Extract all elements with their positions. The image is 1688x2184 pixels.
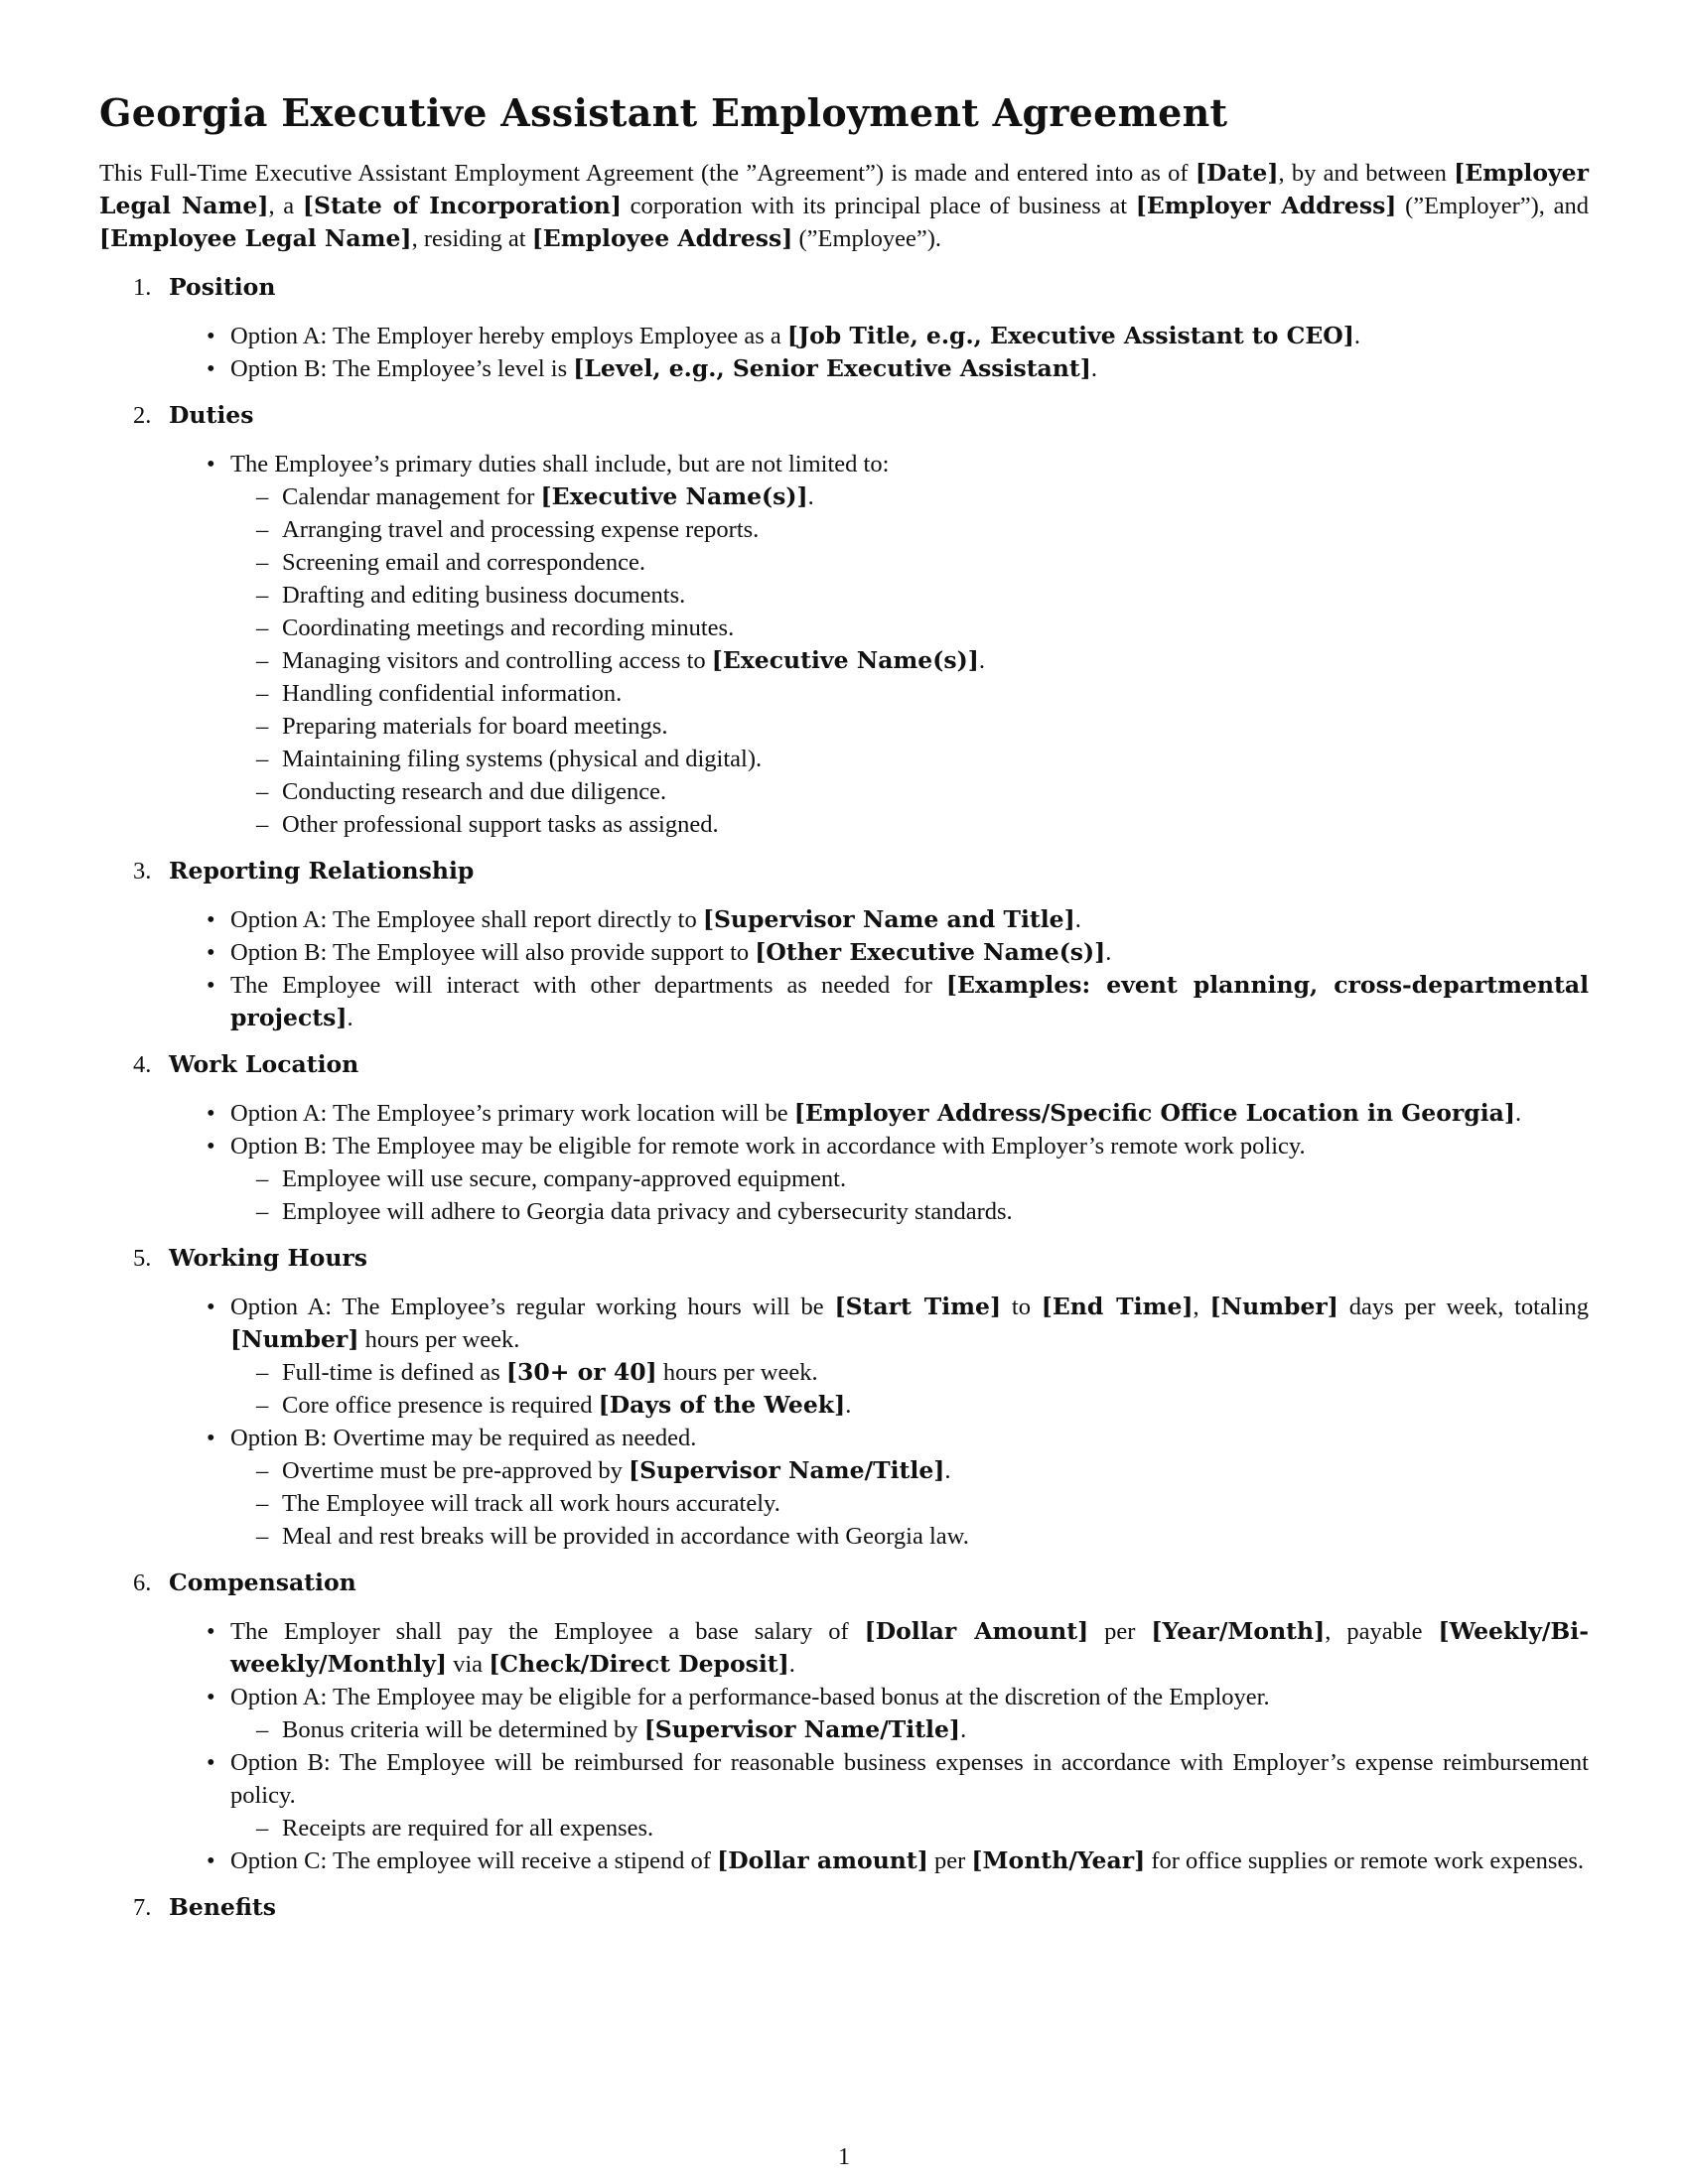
text-run: Option B: The Employee’s level is [230,355,574,382]
placeholder-field: [Supervisor Name/Title] [643,1715,961,1743]
placeholder-field: [Employee Legal Name] [99,224,412,252]
bullet-list [169,903,1589,1034]
text-run: Preparing materials for board meetings. [282,713,668,740]
sub-item [282,1713,1589,1746]
text-run: Handling confidential information. [282,680,623,707]
placeholder-field: [Other Executive Name(s)] [755,938,1106,966]
sub-item [282,743,1589,775]
text-run: Other professional support tasks as assigned. [282,811,719,838]
section-title: Reporting Relationship [169,857,475,885]
placeholder-field: [Supervisor Name/Title] [629,1456,945,1484]
text-run: , by and between [1278,160,1455,187]
section-title: Position [169,273,276,301]
text-run: This Full-Time Executive Assistant Employment Agreement (the ”Agreement”) is made and entered into as of [99,160,1196,187]
text-run: hours per week. [358,1326,520,1353]
text-run: . [1105,939,1112,966]
text-run: Full-time is defined as [282,1359,506,1386]
text-run: . [1074,906,1081,933]
bullet-item [230,1844,1589,1877]
text-run: . [960,1716,967,1743]
text-run: , a [268,193,303,219]
placeholder-field: [Number] [230,1325,359,1353]
sub-item [282,1812,1589,1844]
placeholder-field: [Job Title, e.g., Executive Assistant to CEO] [786,322,1354,349]
section-title: Working Hours [169,1244,368,1272]
placeholder-field: [Date] [1195,159,1279,187]
text-run: , payable [1325,1618,1439,1645]
bullet-list [169,448,1589,841]
text-run: for office supplies or remote work expenses. [1145,1847,1584,1874]
text-run: . [1515,1100,1522,1127]
section-number: 7. [133,1894,152,1921]
bullet-item [230,1422,1589,1553]
placeholder-field: [Dollar Amount] [864,1617,1089,1645]
text-run: Coordinating meetings and recording minutes. [282,614,735,641]
placeholder-field: [Examples: event planning, cross-departmental projects] [230,971,1589,1031]
text-run: The Employer shall pay the Employee a base salary of [230,1618,865,1645]
text-run: hours per week. [656,1359,818,1386]
sub-list [230,1454,1589,1553]
bullet-item [230,1615,1589,1681]
text-run: . [978,647,985,674]
bullet-item [230,1746,1589,1844]
section-title: Benefits [169,1893,277,1921]
placeholder-field: [Start Time] [834,1293,1002,1320]
bullet-list [169,1615,1589,1877]
bullet-item [230,936,1589,969]
section-list [99,271,1589,1924]
text-run: . [944,1457,951,1484]
bullet-list [169,320,1589,385]
text-run: Option B: Overtime may be required as needed. [230,1425,697,1451]
placeholder-field: [Executive Name(s)] [540,482,808,510]
sub-item [282,579,1589,612]
bullet-list [169,1291,1589,1553]
sub-item [282,1162,1589,1195]
sub-list [230,1812,1589,1844]
bullet-item [230,352,1589,385]
text-run: Conducting research and due diligence. [282,778,667,805]
sub-item [282,677,1589,710]
sub-list [230,1713,1589,1746]
text-run: Managing visitors and controlling access to [282,647,712,674]
placeholder-field: [30+ or 40] [505,1358,657,1386]
section-compensation [99,1567,1589,1877]
section-number: 4. [133,1051,152,1078]
document-title: Georgia Executive Assistant Employment Agreement [99,90,1228,135]
placeholder-field: [End Time] [1041,1293,1194,1320]
text-run: days per week, totaling [1337,1294,1589,1320]
section-working-hours [99,1242,1589,1553]
section-title: Duties [169,401,254,429]
text-run: , residing at [411,225,532,252]
sub-item [282,1195,1589,1228]
text-run: . [1353,323,1360,349]
text-run: Screening email and correspondence. [282,549,645,576]
intro-paragraph [99,157,1589,255]
text-run: The Employee’s primary duties shall include, but are not limited to: [230,451,890,478]
text-run: per [1088,1618,1152,1645]
sub-item [282,710,1589,743]
placeholder-field: [Employee Address] [531,224,793,252]
text-run: Option A: The Employer hereby employs Employee as a [230,323,787,349]
bullet-item [230,1681,1589,1746]
sub-item [282,775,1589,808]
bullet-list [169,1097,1589,1228]
section-number: 2. [133,402,152,429]
text-run: Maintaining filing systems (physical and digital). [282,746,763,772]
section-benefits [99,1891,1589,1924]
text-run: (”Employee”). [792,225,942,252]
section-number: 1. [133,274,152,301]
text-run: Receipts are required for all expenses. [282,1815,654,1842]
sub-item [282,480,1589,513]
section-duties [99,399,1589,841]
section-number: 3. [133,858,152,885]
placeholder-field: [Days of the Week] [598,1391,846,1419]
placeholder-field: [Employer Address/Specific Office Location in Georgia] [793,1099,1516,1127]
text-run: Option B: The Employee may be eligible for remote work in accordance with Employer’s remote work policy. [230,1133,1306,1160]
sub-item [282,1520,1589,1553]
text-run: Drafting and editing business documents. [282,582,686,609]
placeholder-field: [Employer Legal Name] [99,159,1590,219]
text-run: to [1001,1294,1042,1320]
bullet-item [230,1097,1589,1130]
text-run: Option A: The Employee shall report directly to [230,906,703,933]
sub-item [282,546,1589,579]
text-run: Option B: The Employee will also provide support to [230,939,756,966]
bullet-item [230,1291,1589,1422]
section-title: Work Location [169,1050,359,1078]
text-run: Meal and rest breaks will be provided in accordance with Georgia law. [282,1523,969,1550]
placeholder-field: [Weekly/Bi-weekly/Monthly] [230,1617,1589,1678]
placeholder-field: [Employer Address] [1135,192,1397,219]
text-run: Option A: The Employee’s primary work location will be [230,1100,794,1127]
text-run: , [1193,1294,1210,1320]
text-run: . [807,483,814,510]
text-run: Calendar management for [282,483,541,510]
text-run: corporation with its principal place of business at [621,193,1136,219]
section-title: Compensation [169,1569,356,1596]
text-run: Arranging travel and processing expense reports. [282,516,760,543]
placeholder-field: [Month/Year] [971,1846,1146,1874]
text-run: . [347,1005,353,1031]
placeholder-field: [Dollar amount] [717,1846,928,1874]
text-run: The Employee will interact with other departments as needed for [230,972,946,999]
sub-list [230,480,1589,841]
placeholder-field: [Executive Name(s)] [711,646,979,674]
section-number: 5. [133,1245,152,1272]
placeholder-field: [Check/Direct Deposit] [489,1650,789,1678]
text-run: Option C: The employee will receive a stipend of [230,1847,718,1874]
sub-item [282,612,1589,644]
text-run: . [845,1392,852,1419]
bullet-item [230,1130,1589,1228]
section-work-location [99,1048,1589,1228]
document-page [99,87,1589,1938]
bullet-item [230,969,1589,1034]
text-run: Employee will adhere to Georgia data privacy and cybersecurity standards. [282,1198,1013,1225]
placeholder-field: [State of Incorporation] [302,192,622,219]
text-run: Option B: The Employee will be reimbursed for reasonable business expenses in accordance with Employer’s expense reimbursement policy. [230,1749,1589,1809]
text-run: Bonus criteria will be determined by [282,1716,644,1743]
sub-item [282,808,1589,841]
sub-item [282,1356,1589,1389]
page-number: 1 [838,2144,850,2170]
text-run: Option A: The Employee’s regular working hours will be [230,1294,835,1320]
text-run: . [1090,355,1097,382]
text-run: Overtime must be pre-approved by [282,1457,630,1484]
section-position [99,271,1589,385]
placeholder-field: [Supervisor Name and Title] [702,905,1075,933]
sub-item [282,1454,1589,1487]
sub-item [282,1487,1589,1520]
text-run: per [927,1847,972,1874]
text-run: Option A: The Employee may be eligible for a performance-based bonus at the discretion of the Employer. [230,1684,1270,1710]
sub-item [282,513,1589,546]
placeholder-field: [Level, e.g., Senior Executive Assistant] [573,354,1091,382]
sub-list [230,1162,1589,1228]
text-run: . [788,1651,795,1678]
sub-list [230,1356,1589,1422]
placeholder-field: [Number] [1209,1293,1338,1320]
bullet-item [230,448,1589,841]
section-number: 6. [133,1570,152,1596]
text-run: Core office presence is required [282,1392,599,1419]
sub-item [282,1389,1589,1422]
text-run: The Employee will track all work hours accurately. [282,1490,780,1517]
section-reporting-relationship [99,855,1589,1034]
bullet-item [230,903,1589,936]
bullet-item [230,320,1589,352]
text-run: (”Employer”), and [1396,193,1590,219]
placeholder-field: [Year/Month] [1151,1617,1326,1645]
text-run: via [447,1651,490,1678]
text-run: Employee will use secure, company-approved equipment. [282,1165,847,1192]
sub-item [282,644,1589,677]
